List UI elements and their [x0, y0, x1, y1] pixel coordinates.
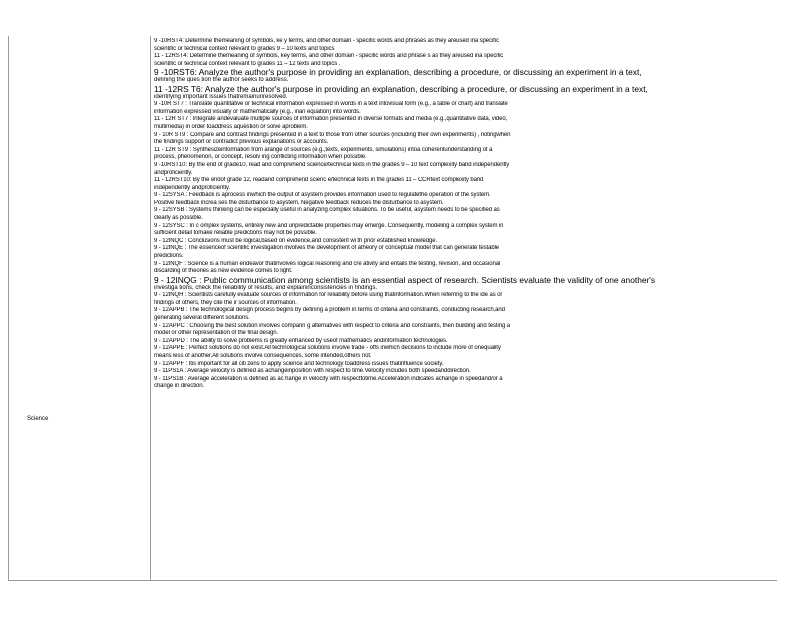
standards-list — [154, 38, 776, 391]
standard-entry — [154, 368, 776, 376]
standard-entry — [154, 238, 776, 246]
column-divider — [150, 36, 151, 581]
standard-entry — [154, 223, 776, 238]
standard-entry — [154, 85, 776, 101]
standard-entry — [154, 245, 776, 260]
standard-text-line: 9 - 12APPB : The technological design process begins by defining a problem in terms of criteria and constraints, conducting research,and — [154, 307, 505, 314]
standard-text-line: defining the ques tion the author seeks to address. — [154, 77, 289, 84]
standard-text-line: 9 - 12APPC : Choosing the best solution involves comparin g alternatives with respect to criteria and constraints, then building and testing a — [154, 322, 511, 329]
standard-text-line: 9 - 12SYSC : In c omplex systems, entirely new and unpredictable properties may emerge. Consequently, modeling a complex system in — [154, 222, 504, 229]
standard-text-line: sufficient detail tomake reliable predictions may not be possible. — [154, 230, 317, 237]
standard-entry — [154, 338, 776, 346]
standard-text-line: 9 - 12INQC : Conclusions must be logical,based on evidence,and consistent wi th prior established knowledge. — [154, 237, 438, 244]
standard-entry — [154, 276, 776, 292]
standard-text-line: independently andproficiently. — [154, 184, 230, 191]
standard-text-line: 9 - 12APPF : Itis important for all citi zens to apply science and technology toaddress issues thatinfluence society. — [154, 360, 444, 367]
standard-text-line: 9 - 12SYSB : Systems thinking can be especially useful in analyzing complex situations. To be useful, asystem needs to be specified as — [154, 207, 500, 214]
standard-text-line: investiga tions, check the reliability of results, and explaininconsistencies in findings. — [154, 284, 378, 291]
standard-text-line: 9 - 11PS1A : Average velocity is defined as achangeinposition with respect to time.Velocity includes both speedanddirection. — [154, 368, 471, 375]
standard-text-line: 9 - 12SYSA : Feedback is aprocess inwhich the output of asystem provides information used to regulatethe operation of the system. — [154, 192, 491, 199]
standard-text-line: predictions. — [154, 253, 184, 260]
standard-text-line: identifying important issues thatremainunresolved. — [154, 93, 288, 100]
standard-text-line: process, phenomenon, or concept, resolv ing conflicting information when possible. — [154, 154, 367, 161]
standard-entry — [154, 116, 776, 131]
standard-text-line: 9 -10RST4: Determine themeaning of symbols, ke y terms, and other domain - specific words and phrases as they areused ina specific — [154, 38, 499, 44]
standard-text-line: clearly as possible. — [154, 215, 203, 222]
standard-text-line: 11 - 12RST10: By the endof grade 12, readand comprehend scienc e/technical texts in the grades 11 – CCRtext complexity band — [154, 177, 484, 184]
standard-entry — [154, 307, 776, 322]
standard-text-line: multimedia) in order toaddress aquestion or solve aproblem. — [154, 123, 308, 130]
standard-entry — [154, 177, 776, 192]
standard-entry — [154, 292, 776, 307]
standard-entry — [154, 323, 776, 338]
subject-cell: Science — [27, 416, 49, 422]
standard-text-line: 9 - 11PS1B : Average acceleration is defined as ac hange in velocity with respecttotime.Acceleration indicates achange in speedand/or a — [154, 375, 503, 382]
standard-entry — [154, 38, 776, 53]
standard-text-line: generating several different solutions. — [154, 314, 250, 321]
standard-text-line: Positive feedback increa ses the disturbance to asystem. Negative feedback reduces the disturbance to asystem. — [154, 199, 444, 206]
standard-text-line: scientific or technical context relevant to grades 11 – 12 texts and topics . — [154, 60, 341, 67]
standard-entry — [154, 147, 776, 162]
standard-entry — [154, 376, 776, 391]
standard-entry — [154, 53, 776, 68]
standard-entry — [154, 207, 776, 222]
standard-entry — [154, 361, 776, 369]
standard-text-line: 9 - 12INQG : Public communication among scientists is an essential aspect of research. Scientists evaluate the validity of one another's — [154, 275, 656, 285]
standard-text-line: findings of others, they cite the ir sources of information. — [154, 299, 297, 306]
standard-entry — [154, 192, 776, 207]
standard-text-line: change in direction. — [154, 383, 205, 390]
standard-entry — [154, 132, 776, 147]
standard-entry — [154, 68, 776, 84]
standard-text-line: 11 - 12R ST9 : Synthesizeinformation from arange of sources (e.g.,texts, experiments, simulations) intoa coherentunderstanding of a — [154, 146, 493, 153]
standard-text-line: scientific or technical context relevant to grades 9 – 10 texts and topics — [154, 45, 335, 52]
standard-text-line: means less of another.All solutions involve consequences, some intended,others not. — [154, 352, 372, 359]
standard-text-line: 9 - 12APPD : The ability to solve problems is greatly enhanced by useof mathematics andinformation technologies. — [154, 337, 448, 344]
standard-text-line: 9 -10R ST7 : Translate quantitative or technical information expressed in words in a text intovisual form (e.g., a table or chart) and translate — [154, 101, 508, 108]
standard-text-line: 9 - 12INQF : Science is a human endeavor thatinvolves logical reasoning and cre ativity and entails the testing, revision, and occasional — [154, 260, 501, 267]
standard-text-line: 9 - 12INQH : Scientists carefully evaluate sources of information for reliability before using thatinformation.When referring to the ide as or — [154, 292, 503, 299]
standard-text-line: the findings support or contradict previous explanations or accounts. — [154, 139, 329, 146]
standard-entry — [154, 261, 776, 276]
standard-text-line: 11 -12RS T6: Analyze the author's purpose in providing an explanation, describing a procedure, or discussing an experiment in a text, — [154, 84, 648, 94]
standard-text-line: 9 - 10R ST9 : Compare and contrast findings presented in a text to those from other sources (including their own experiments) , notingwhen — [154, 131, 511, 138]
standard-text-line: 9 - 12APPE : Perfect solutions do not exist.All technological solutions involve trade - offs inwhich decisions to include more of onequality — [154, 345, 501, 352]
standard-text-line: andproficiently. — [154, 169, 193, 176]
standard-text-line: model or other representation of the final design. — [154, 330, 279, 337]
standard-entry — [154, 162, 776, 177]
standard-text-line: 11 - 12RST4: Determine themeaning of symbols, key terms, and other domain - specific words and phrase s as they areused ina specific — [154, 53, 504, 60]
standard-text-line: information expressed visually or mathematically (e.g., inan equation) into words. — [154, 108, 361, 115]
standard-text-line: 9 -10RST10: By the end of grade10, read and comprehend science/technical texts in the grades 9 – 10 text complexity band independently — [154, 161, 510, 168]
standard-text-line: 9 - 12INQE : The essenceof scientific investigation involves the development of atheory or conceptual model that can generate testable — [154, 245, 500, 252]
standard-text-line: 9 -10RST6: Analyze the author's purpose in providing an explanation, describing a procedure, or discussing an experiment in a text, — [154, 68, 642, 78]
standard-entry — [154, 345, 776, 360]
standard-text-line: 11 - 12R ST7 : Integrate andevaluate multiple sources of information presented in diverse formats and media (e.g.,quantitative data, video, — [154, 116, 508, 123]
standard-text-line: discarding of theories as new evidence comes to light. — [154, 268, 293, 275]
standard-entry — [154, 101, 776, 116]
